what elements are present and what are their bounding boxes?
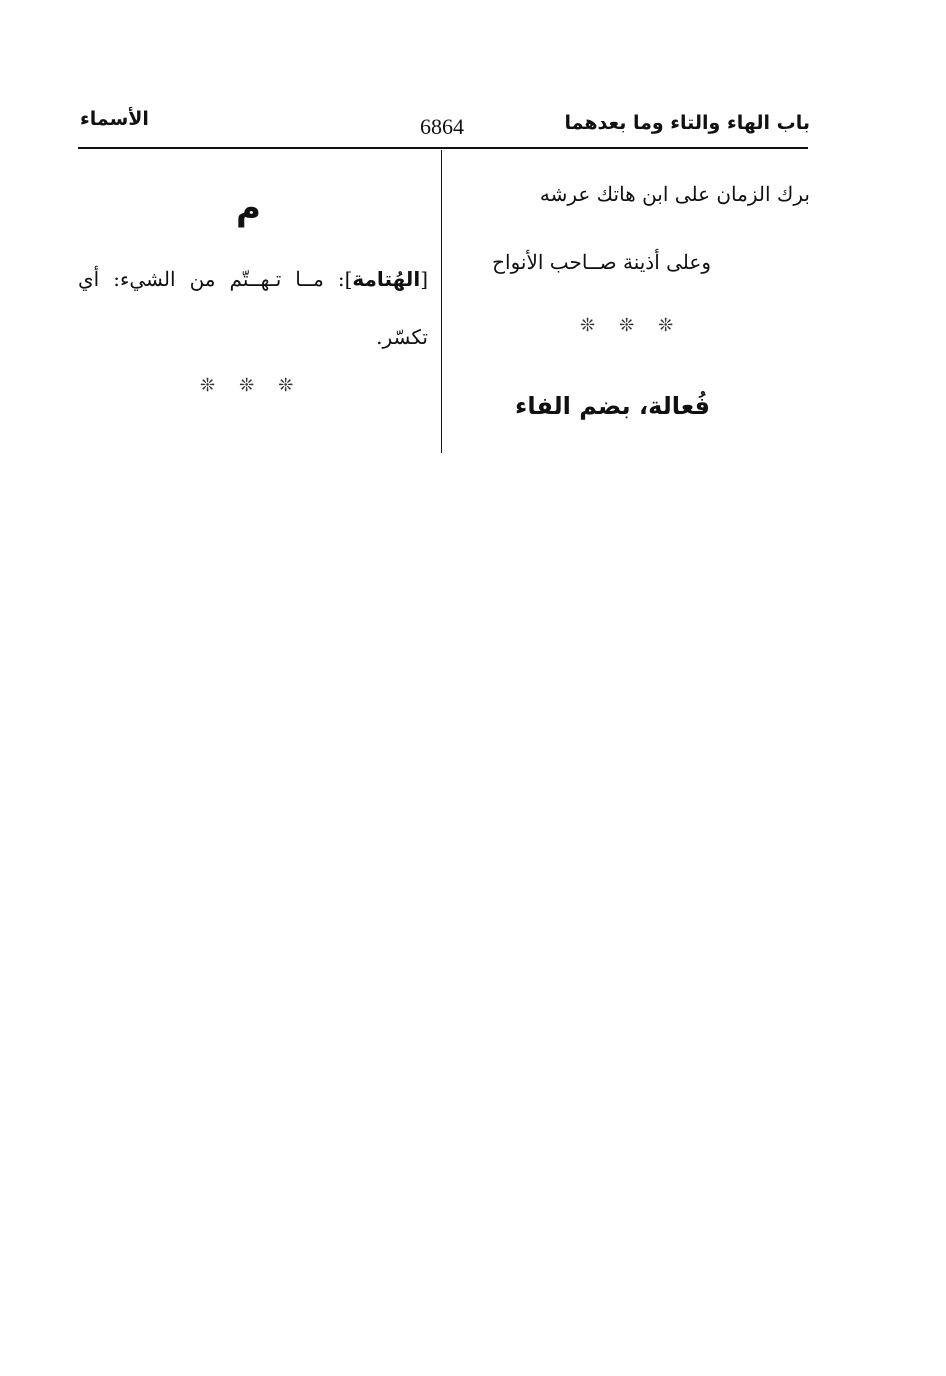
verse-line-1: برك الزمان على ابن هاتك عرشه (539, 182, 810, 206)
entry-definition: : مــا تـهــتّم من الشيء: أي تكسّر. (78, 267, 428, 349)
dictionary-entry (78, 250, 428, 366)
star-separator: ❊❊❊ (580, 315, 698, 336)
section-subheading: فُعالة، بضم الفاء (515, 392, 710, 420)
verse-line-2: وعلى أذينة صــاحب الأنواح (492, 250, 711, 274)
running-head-chapter: باب الهاء والتاء وما بعدهما (564, 112, 810, 134)
entry-headword: الهُتامة (352, 267, 421, 291)
column-divider (441, 150, 442, 453)
page-number: 6864 (420, 114, 464, 139)
entry-close-bracket: ] (344, 267, 353, 291)
entry-open-bracket: [ (420, 267, 428, 291)
letter-heading: م (236, 188, 261, 228)
header-rule (78, 147, 808, 149)
star-separator: ❊❊❊ (200, 375, 318, 396)
running-head-section: الأسماء (80, 108, 149, 130)
